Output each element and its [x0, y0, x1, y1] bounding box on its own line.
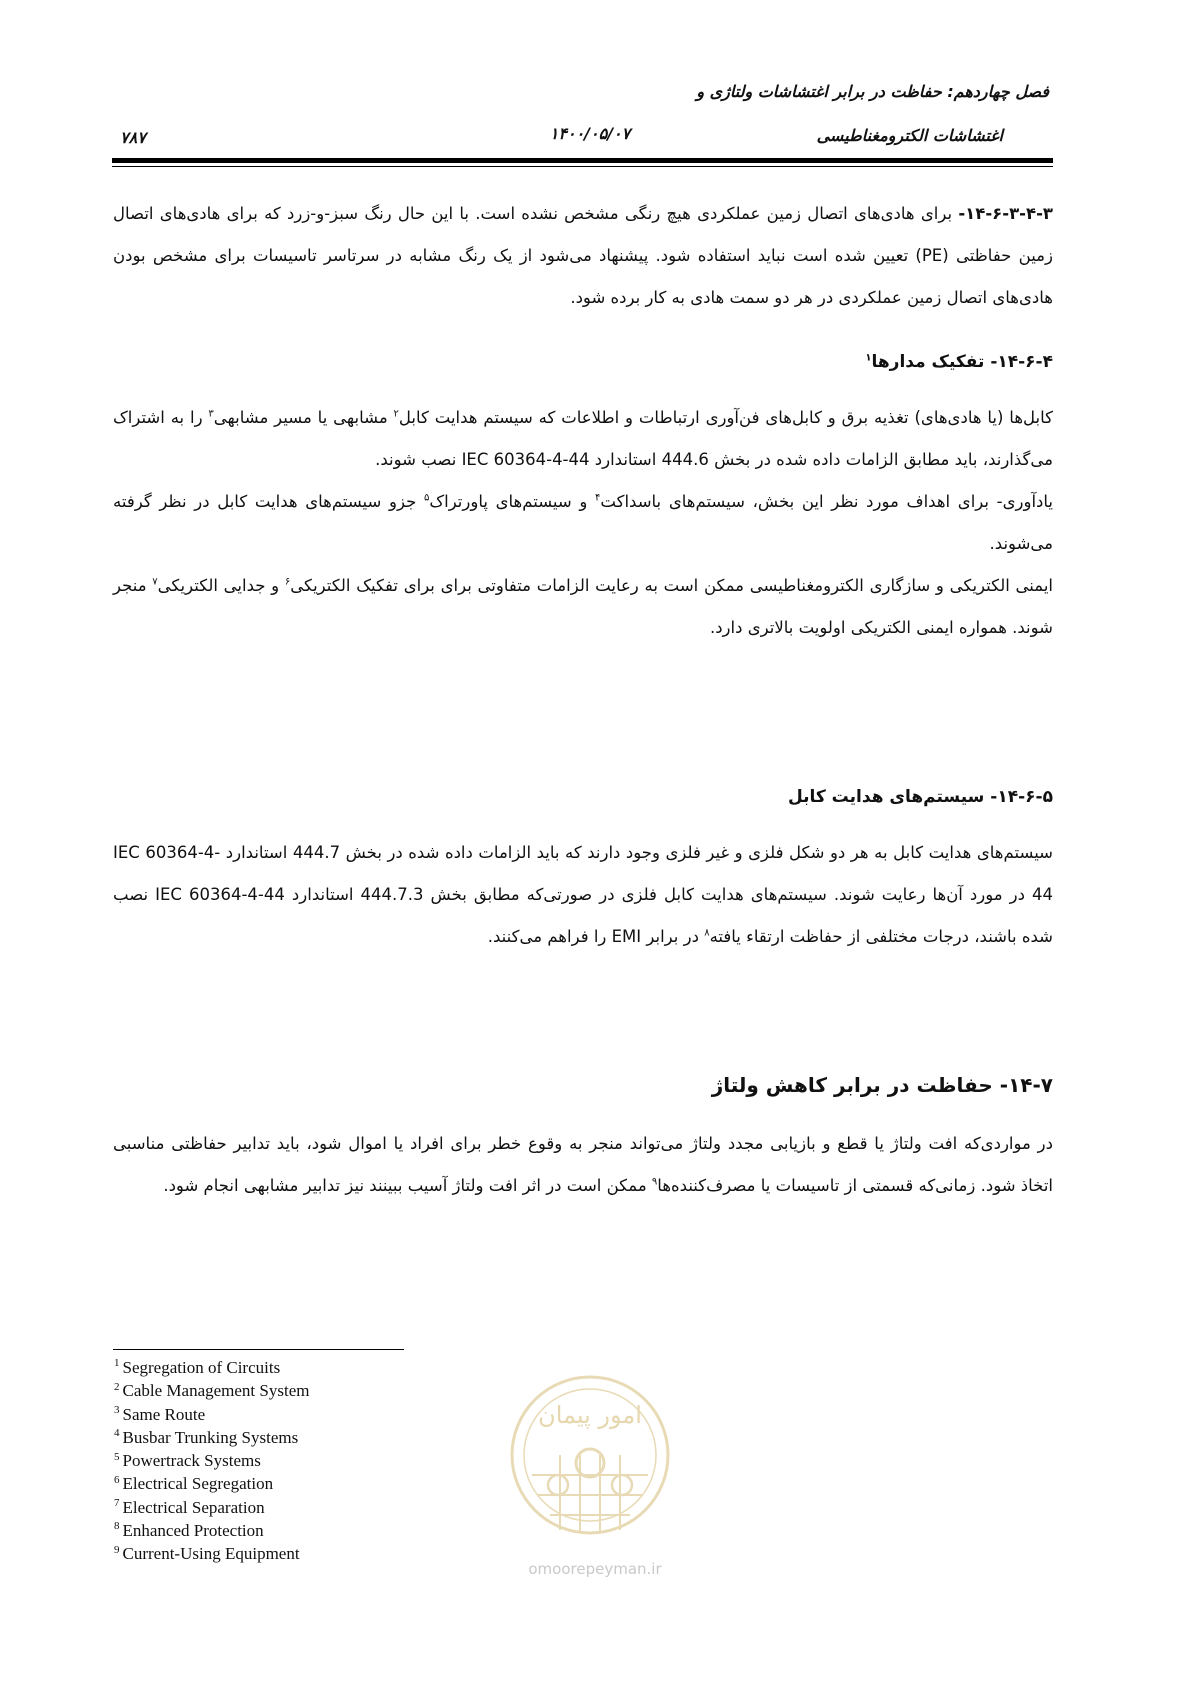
footnote-ref[interactable]: ۷ — [152, 576, 158, 588]
footnote-ref[interactable]: ۳ — [208, 408, 214, 420]
paragraph: سیستم‌های هدایت کابل به هر دو شکل فلزی و غیر فلزی وجود دارند که باید الزامات داده شده در بخش 444.7 استاندارد IEC 60364-4-44 در مورد آن‌ها رعایت شوند. سیستم‌های هدایت کابل فلزی در صورتی‌که مطابق بخش 444.7.3 استاندارد IEC 60364-4-44 نصب شده باشند، درجات مختلفی از حفاظت ارتقاء یافته$^۸$ در برابر EMI را فراهم می‌کنند. — [113, 843, 1053, 946]
heading-14-6-5 — [113, 787, 1053, 807]
chapter-title-line2: اغتشاشات الکترومغناطیسی — [816, 126, 1003, 145]
footnote-2: $^2$ Cable Management System — [114, 1380, 310, 1401]
page-number: ۷۸۷ — [120, 128, 146, 147]
section-14-7-body — [113, 1123, 1053, 1207]
section-14-6-5-body — [113, 832, 1053, 958]
clause-number: ۱۴-۶-۳-۴-۳- — [958, 204, 1053, 223]
paragraph-text: برای هادی‌های اتصال زمین عملکردی هیچ رنگی مشخص نشده است. با این حال رنگ سبز-و-زرد که برای هادی‌های اتصال زمین حفاظتی (PE) تعیین شده است نباید استفاده شود. پیشنهاد می‌شود از یک رنگ مشابه در سرتاسر تاسیسات برای مشخص بودن هادی‌های اتصال زمین عملکردی در هر دو سمت هادی به کار برده شود. — [113, 204, 1053, 307]
heading-14-7 — [113, 1073, 1053, 1097]
watermark-logo-icon — [490, 1345, 690, 1575]
footnote-ref[interactable]: ۸ — [704, 927, 710, 939]
footnote-3: $^3$ Same Route — [114, 1403, 206, 1424]
paragraph-14-6-3-4-3 — [113, 193, 1053, 319]
watermark-site: omoorepeyman.ir — [528, 1560, 662, 1578]
footnote-ref[interactable]: ۵ — [423, 492, 430, 504]
heading-text: ۱۴-۶-۴- تفکیک مدارها — [871, 352, 1053, 372]
chapter-title-line1: فصل چهاردهم: حفاظت در برابر اغتشاشات ولتاژی و — [696, 82, 1049, 101]
heading-text: ۱۴-۷- حفاظت در برابر کاهش ولتاژ — [711, 1073, 1053, 1097]
footnote-4: $^4$ Busbar Trunking Systems — [114, 1427, 299, 1447]
header-rule-thin — [112, 166, 1053, 167]
footnote-9: $^9$ Current-Using Equipment — [114, 1543, 300, 1564]
footnote-8: $^8$ Enhanced Protection — [114, 1520, 264, 1541]
footnote-5: $^5$ Powertrack Systems — [114, 1450, 261, 1471]
paragraph-note: یادآوری- برای اهداف مورد نظر این بخش، سیستم‌های باسداکت$^۴$ و سیستم‌های پاورتراک$^۵$ جزو سیستم‌های هدایت کابل در نظر گرفته می‌شوند. — [113, 492, 1054, 553]
section-14-6-4-body — [113, 397, 1053, 649]
footnote-ref[interactable]: ۱ — [865, 352, 872, 364]
footnote-ref[interactable]: ۶ — [284, 576, 291, 588]
footnotes-list — [114, 1356, 514, 1566]
footnote-6: $^6$ Electrical Segregation — [114, 1473, 274, 1494]
watermark-logo-text: امور پیمان — [538, 1401, 642, 1429]
footnote-7: $^7$ Electrical Separation — [114, 1497, 265, 1517]
header-date: ۱۴۰۰/۰۵/۰۷ — [549, 124, 631, 143]
footnote-separator — [113, 1349, 404, 1350]
header-rule-thick — [112, 158, 1053, 163]
footnote-ref[interactable]: ۹ — [651, 1176, 658, 1188]
paragraph: ایمنی الکتریکی و سازگاری الکترومغناطیسی ممکن است به رعایت الزامات متفاوتی برای برای تفکیک الکتریکی$^۶$ و جدایی الکتریکی$^۷$ منجر شوند. همواره ایمنی الکتریکی اولویت بالاتری دارد. — [113, 576, 1054, 637]
paragraph: کابل‌ها (یا هادی‌های) تغذیه برق و کابل‌های فن‌آوری ارتباطات و اطلاعات که سیستم هدایت کابل$^۲$ مشابهی یا مسیر مشابهی$^۳$ را به اشتراک می‌گذارند، باید مطابق الزامات داده شده در بخش 444.6 استاندارد IEC 60364-4-44 نصب شوند. — [113, 408, 1054, 469]
footnote-1: $^1$ Segregation of Circuits — [114, 1357, 281, 1377]
heading-text: ۱۴-۶-۵- سیستم‌های هدایت کابل — [787, 787, 1053, 807]
paragraph: در مواردی‌که افت ولتاژ یا قطع و بازیابی مجدد ولتاژ می‌تواند منجر به وقوع خطر برای افراد یا اموال شود، باید تدابیر حفاظتی مناسبی اتخاذ شود. زمانی‌که قسمتی از تاسیسات یا مصرف‌کننده‌ها$^۹$ ممکن است در اثر افت ولتاژ آسیب ببینند نیز تدابیر مشابهی انجام شود. — [113, 1134, 1053, 1195]
heading-14-6-4 — [113, 352, 1053, 372]
footnote-ref[interactable]: ۲ — [393, 408, 399, 420]
footnote-ref[interactable]: ۴ — [595, 492, 601, 504]
